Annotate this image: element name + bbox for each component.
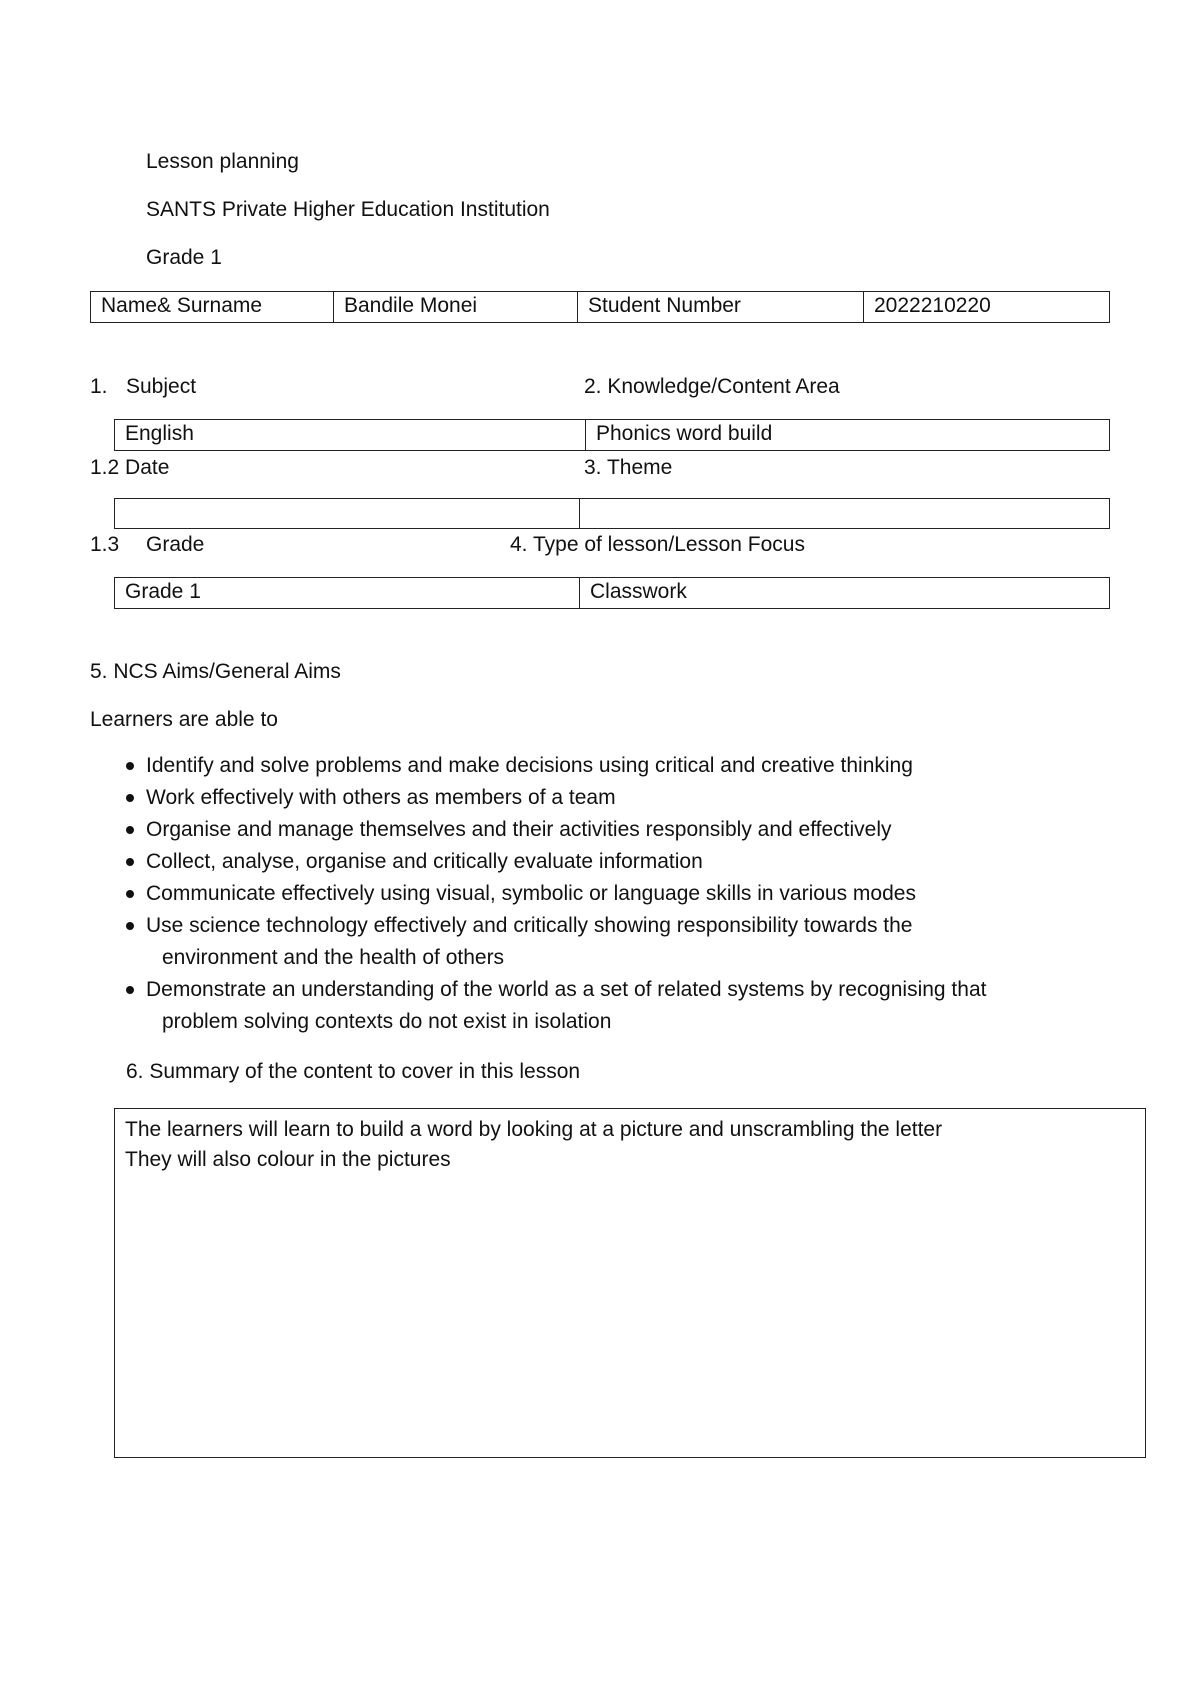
student-number-label-cell: Student Number <box>577 292 863 322</box>
summary-box <box>114 1108 1146 1458</box>
summary-line: The learners will learn to build a word by looking at a picture and unscrambling the letter <box>125 1118 943 1141</box>
theme-label: 3. Theme <box>584 456 673 479</box>
aims-heading: 5. NCS Aims/General Aims <box>90 660 341 683</box>
aims-list <box>146 750 1066 1038</box>
aim-item <box>146 750 1066 782</box>
aim-text: Communicate effectively using visual, symbolic or language skills in various modes <box>146 882 916 905</box>
aim-text: Work effectively with others as members of a team <box>146 786 616 809</box>
aim-item <box>146 814 1066 846</box>
summary-line: They will also colour in the pictures <box>125 1148 451 1171</box>
aim-text: Demonstrate an understanding of the world as a set of related systems by recognising that <box>146 978 987 1001</box>
grade-value-cell: Grade 1 <box>125 580 201 603</box>
date-label: 1.2 Date <box>90 456 170 479</box>
aim-item <box>146 782 1066 814</box>
theme-value-cell <box>579 499 1111 528</box>
content-area-value-cell: Phonics word build <box>585 420 1111 450</box>
aim-text: Organise and manage themselves and their activities responsibly and effectively <box>146 818 892 841</box>
aim-text-continued: problem solving contexts do not exist in isolation <box>162 1010 612 1033</box>
aim-text-continued: environment and the health of others <box>162 946 505 969</box>
aims-intro: Learners are able to <box>90 708 278 731</box>
bullet-icon <box>126 922 134 930</box>
subject-table <box>114 419 1110 451</box>
student-number-value-cell: 2022210220 <box>863 292 1109 322</box>
bullet-icon <box>126 794 134 802</box>
name-label-cell: Name& Surname <box>101 294 263 317</box>
grade-lesson-table <box>114 577 1110 609</box>
date-value-cell <box>115 499 579 528</box>
bullet-icon <box>126 858 134 866</box>
aim-text: Identify and solve problems and make decisions using critical and creative thinking <box>146 754 913 777</box>
aim-text: Use science technology effectively and critically showing responsibility towards the <box>146 914 913 937</box>
name-value-cell: Bandile Monei <box>333 292 577 322</box>
aim-text: Collect, analyse, organise and critically evaluate information <box>146 850 703 873</box>
header-grade: Grade 1 <box>146 246 222 269</box>
aim-item <box>146 846 1066 878</box>
student-info-table <box>90 291 1110 323</box>
subject-value-cell: English <box>125 422 194 445</box>
content-area-label: 2. Knowledge/Content Area <box>584 375 840 398</box>
bullet-icon <box>126 762 134 770</box>
grade-label: Grade <box>146 533 205 556</box>
date-theme-table <box>114 498 1110 529</box>
aim-item <box>146 878 1066 910</box>
lesson-type-value-cell: Classwork <box>579 578 1111 608</box>
lesson-type-label: 4. Type of lesson/Lesson Focus <box>510 533 805 556</box>
grade-number: 1.3 <box>90 533 120 556</box>
aim-item <box>146 910 1066 974</box>
bullet-icon <box>126 890 134 898</box>
aim-item <box>146 974 1066 1038</box>
subject-number: 1. <box>90 375 108 398</box>
page-title: Lesson planning <box>146 150 299 173</box>
bullet-icon <box>126 826 134 834</box>
summary-heading: 6. Summary of the content to cover in this lesson <box>126 1060 581 1083</box>
bullet-icon <box>126 986 134 994</box>
subject-label: Subject <box>126 375 197 398</box>
institution-name: SANTS Private Higher Education Institution <box>146 198 550 221</box>
